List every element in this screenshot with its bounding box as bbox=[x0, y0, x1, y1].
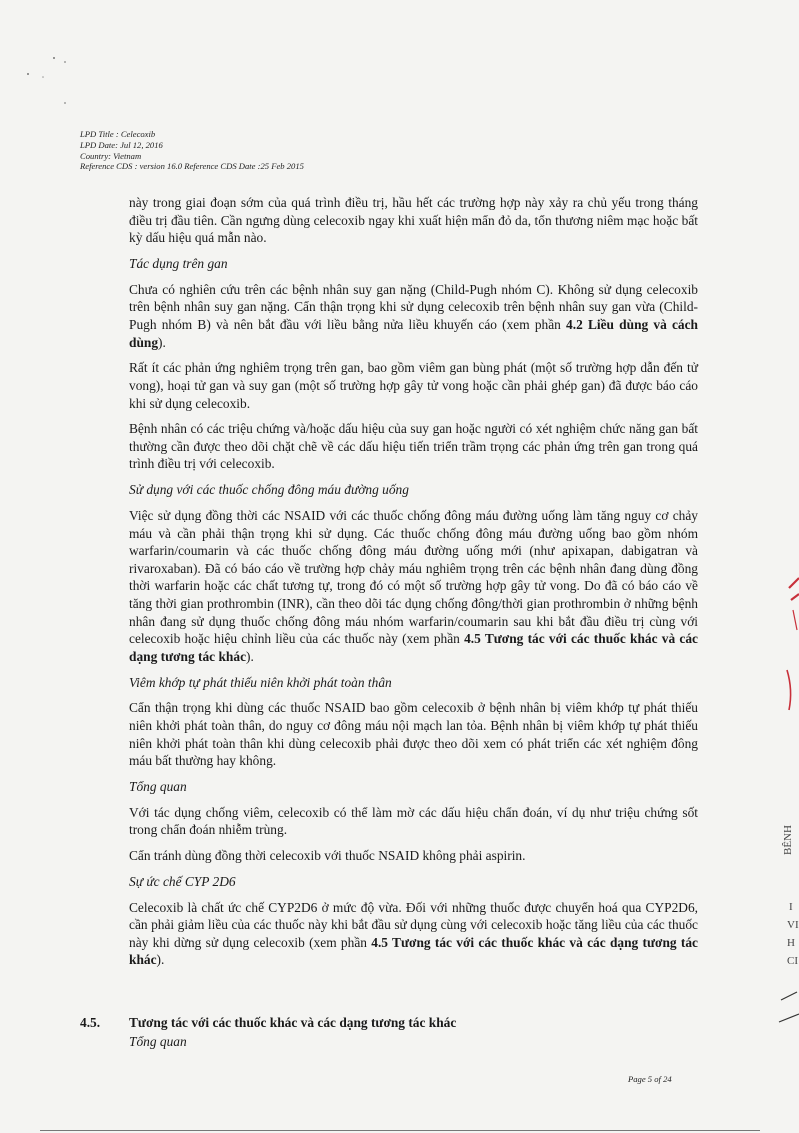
country: Country: Vietnam bbox=[80, 150, 142, 161]
reference-cds: Reference CDS : version 16.0 Reference CDS Date :25 Feb 2015 bbox=[80, 161, 304, 172]
document-metadata bbox=[80, 129, 304, 172]
section-reference-4-2: 4.2 Liều dùng và cách dùng bbox=[129, 316, 698, 350]
paragraph-general-2: Cẩn tránh dùng đồng thời celecoxib với thuốc NSAID không phải aspirin. bbox=[129, 848, 526, 864]
paragraph-anticoagulants: Việc sử dụng đồng thời các NSAID với các thuốc chống đông máu đường uống làm tăng nguy cơ chảy máu và cần phải thận trọng khi sử dụng. Các thuốc chống đông máu đường uống bao gồm nhóm warfarin/coumarin và các thuốc chống đông máu đường uống mới (như apixapan, dabigatran và rivaroxaban). Đã có báo cáo về trường hợp chảy máu nghiêm trọng trên các bệnh nhân đang dùng đồng thời warfarin hoặc các chất tương tự, trong đó có một số trường hợp gây tử vong. Do đã có báo cáo về tăng thời gian prothrombin (INR), cần theo dõi tác dụng chống đông/thời gian prothrombin ở những bệnh nhân đang sử dụng thuốc chống đông máu nhóm warfarin/coumarin sau khi bắt đầu điều trị cùng với celecoxib hoặc hiệu chỉnh liều của các thuốc này (xem phần 4.5 Tương tác với các thuốc khác và các dạng tương tác khác). bbox=[129, 508, 699, 664]
heading-systemic-jia: Viêm khớp tự phát thiếu niên khởi phát toàn thân bbox=[129, 674, 392, 690]
paragraph-general-1: Với tác dụng chống viêm, celecoxib có thể làm mờ các dấu hiệu chẩn đoán, ví dụ như triệu chứng sốt trong chẩn đoán nhiễm trùng. bbox=[129, 804, 698, 838]
stamp-fragment bbox=[775, 570, 799, 1040]
lpd-title: LPD Title : Celecoxib bbox=[80, 129, 156, 139]
page-number: Page 5 of 24 bbox=[628, 1074, 672, 1084]
heading-liver-effects: Tác dụng trên gan bbox=[129, 255, 228, 271]
scan-specks bbox=[20, 54, 80, 114]
paragraph-cyp2d6: Celecoxib là chất ức chế CYP2D6 ở mức độ vừa. Đối với những thuốc được chuyển hoá qua CYP2D6, cần phải giảm liều của các thuốc này khi bắt đầu sử dụng cùng với celecoxib hoặc tăng liều của các thuốc này khi dừng sử dụng celecoxib (xem phần 4.5 Tương tác với các thuốc khác và các dạng tương tác khác). bbox=[129, 899, 698, 968]
paragraph-hypersensitivity: này trong giai đoạn sớm của quá trình điều trị, hầu hết các trường hợp này xảy ra chủ yếu trong tháng điều trị đầu tiên. Cần ngưng dùng celecoxib ngay khi xuất hiện mẩn đỏ da, tổn thương niêm mạc hoặc bất kỳ dấu hiệu quá mẫn nào. bbox=[129, 195, 698, 246]
heading-oral-anticoagulants: Sử dụng với các thuốc chống đông máu đường uống bbox=[129, 482, 409, 498]
section-4-5-heading bbox=[80, 1014, 720, 1032]
heading-cyp2d6: Sự ức chế CYP 2D6 bbox=[129, 873, 236, 889]
edge-text-5: CI bbox=[787, 955, 798, 967]
section-reference-4-5: 4.5 Tương tác với các thuốc khác và các dạng tương tác khác bbox=[129, 631, 699, 664]
edge-text-4: H bbox=[787, 937, 795, 949]
section-number: 4.5. bbox=[80, 1015, 101, 1030]
lpd-date: LPD Date: Jul 12, 2016 bbox=[80, 139, 163, 150]
paragraph-liver-1: Chưa có nghiên cứu trên các bệnh nhân suy gan nặng (Child-Pugh nhóm C). Không sử dụng celecoxib trên bệnh nhân suy gan nặng. Cẩn thận trọng khi sử dụng celecoxib trên bệnh nhân suy gan vừa (Child-Pugh nhóm B) và nên bắt đầu với liều bằng nửa liều khuyến cáo (xem phần 4.2 Liều dùng và cách dùng). bbox=[129, 281, 698, 350]
paragraph-liver-3: Bệnh nhân có các triệu chứng và/hoặc dấu hiệu của suy gan hoặc người có xét nghiệm chức năng gan bất thường cần được theo dõi chặt chẽ về các dấu hiệu tiến triển trầm trọng các phản ứng trên gan trong quá trình điều trị với celecoxib. bbox=[129, 421, 698, 472]
heading-general: Tổng quan bbox=[129, 778, 187, 794]
body-content bbox=[129, 194, 698, 977]
paragraph-liver-2: Rất ít các phản ứng nghiêm trọng trên gan, bao gồm viêm gan bùng phát (một số trường hợp dẫn đến tử vong), hoại tử gan và suy gan (một số trường hợp gây tử vong hoặc cần phải ghép gan) đã được báo cáo khi sử dụng celecoxib. bbox=[129, 360, 698, 411]
paragraph-systemic-jia: Cẩn thận trọng khi dùng các thuốc NSAID bao gồm celecoxib ở bệnh nhân bị viêm khớp tự phát thiếu niên khởi phát toàn thân, do nguy cơ đông máu nội mạch lan tỏa. Bệnh nhân bị viêm khớp tự phát thiếu niên khởi phát toàn thân khi dùng celecoxib phải được theo dõi xem có phát triển các xét nghiệm đông máu bất thường hay không. bbox=[129, 700, 698, 769]
section-reference-4-5-b: 4.5 Tương tác với các thuốc khác và các dạng tương tác khác bbox=[129, 934, 698, 968]
scan-bottom-edge bbox=[40, 1130, 760, 1131]
section-title: Tương tác với các thuốc khác và các dạng tương tác khác bbox=[129, 1015, 457, 1030]
edge-text-3: VI bbox=[787, 919, 799, 931]
edge-text-1: BÊNH bbox=[782, 825, 794, 855]
edge-text-2: I bbox=[789, 901, 793, 913]
section-4-5-subheading: Tổng quan bbox=[129, 1034, 187, 1049]
